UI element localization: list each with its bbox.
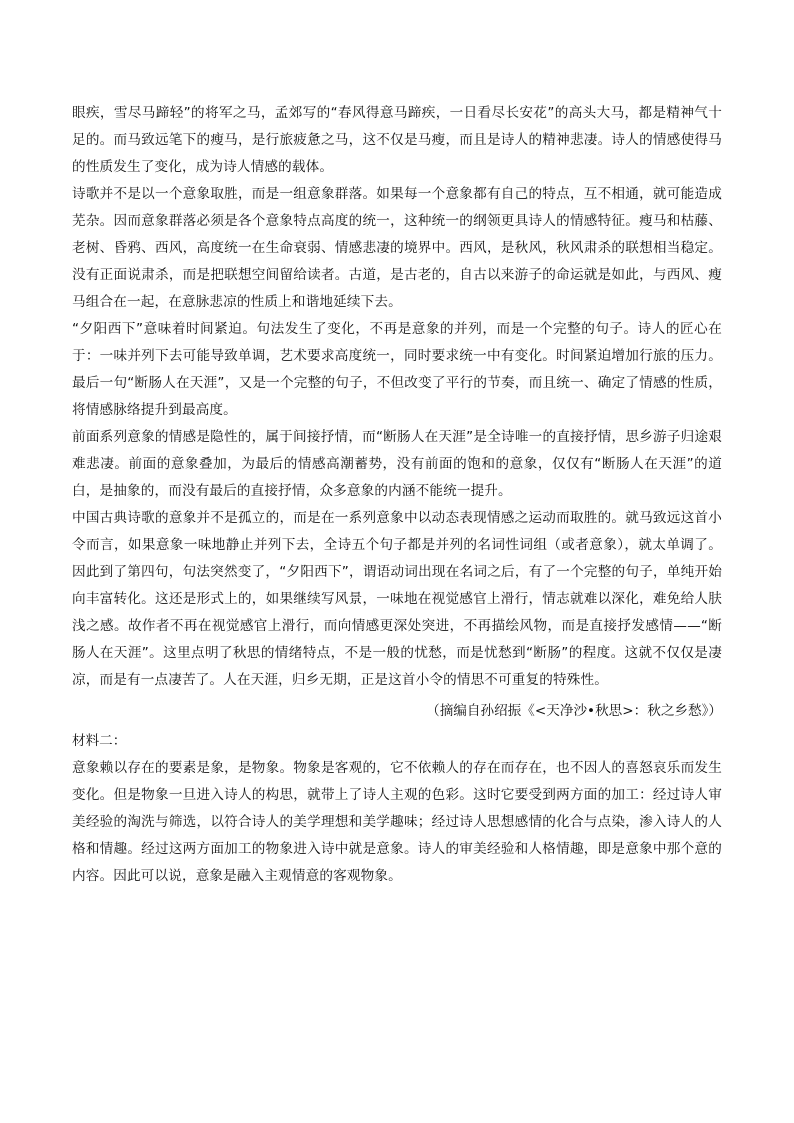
paragraph-image-cluster: 诗歌并不是以一个意象取胜，而是一组意象群落。如果每一个意象都有自己的特点，互不相通，就可能造成芜杂。因而意象群落必须是各个意象特点高度的统一，这种统一的纲领更具诗人的情感特征。瘦马和枯藤、老树、昏鸦、西风，高度统一在生命衰弱、情感悲凄的境界中。西风，是秋风，秋风肃杀的联想相当稳定。没有正面说肃杀，而是把联想空间留给读者。古道，是古老的，自古以来游子的命运就是如此，与西风、瘦马组合在一起，在意脉悲凉的性质上和谐地延续下去。 — [72, 186, 722, 310]
paragraph-material-two: 意象赖以存在的要素是象，是物象。物象是客观的，它不依赖人的存在而存在，也不因人的喜怒哀乐而发生变化。但是物象一旦进入诗人的构思，就带上了诗人主观的色彩。这时它要受到两方面的加工：经过诗人审美经验的淘洗与筛选，以符合诗人的美学理想和美学趣味；经过诗人思想感情的化合与点染，渗入诗人的人格和情趣。经过这两方面加工的物象进入诗中就是意象。诗人的审美经验和人格情趣，即是意象中那个意的内容。因此可以说，意象是融入主观情意的客观物象。 — [72, 760, 722, 884]
material-two-heading: 材料二： — [72, 733, 127, 749]
source-attribution: （摘编自孙绍振《<天净沙•秋思>：秋之乡愁》） — [426, 703, 722, 719]
paragraph-sunset: “夕阳西下”意味着时间紧迫。句法发生了变化，不再是意象的并列，而是一个完整的句子。诗人的匠心在于：一味并列下去可能导致单调，艺术要求高度统一，同时要求统一中有变化。时间紧迫增加行旅的压力。最后一句“断肠人在天涯”，又是一个完整的句子，不但改变了平行的节奏，而且统一、确定了情感的性质，将情感脉络提升到最高度。 — [72, 321, 722, 418]
paragraph-horse-imagery: 眼疾，雪尽马蹄轻”的将军之马，孟郊写的“春风得意马蹄疾，一日看尽长安花”的高头大马，都是精神气十足的。而马致远笔下的瘦马，是行旅疲惫之马，这不仅是马瘦，而且是诗人的精神悲凄。诗人的情感使得马的性质发生了变化，成为诗人情感的载体。 — [72, 105, 722, 175]
document-page — [72, 100, 722, 890]
paragraph-direct-lyric: 前面系列意象的情感是隐性的，属于间接抒情，而“断肠人在天涯”是全诗唯一的直接抒情，思乡游子归途艰难悲凄。前面的意象叠加，为最后的情感高潮蓄势，没有前面的饱和的意象，仅仅有“断肠人在天涯”的道白，是抽象的，而没有最后的直接抒情，众多意象的内涵不能统一提升。 — [72, 429, 722, 499]
paragraph-dynamic-imagery: 中国古典诗歌的意象并不是孤立的，而是在一系列意象中以动态表现情感之运动而取胜的。就马致远这首小令而言，如果意象一味地静止并列下去，全诗五个句子都是并列的名词性词组（或者意象），就太单调了。因此到了第四句，句法突然变了，“夕阳西下”，谓语动词出现在名词之后，有了一个完整的句子，单纯开始向丰富转化。这还是形式上的，如果继续写风景，一味地在视觉感官上滑行，情志就难以深化，难免给人肤浅之感。故作者不再在视觉感官上滑行，而向情感更深处突进，不再描绘风物，而是直接抒发感情——“断肠人在天涯”。这里点明了秋思的情绪特点，不是一般的忧愁，而是忧愁到“断肠”的程度。这就不仅仅是凄凉，而是有一点凄苦了。人在天涯，归乡无期，正是这首小令的情思不可重复的特殊性。 — [72, 510, 722, 688]
